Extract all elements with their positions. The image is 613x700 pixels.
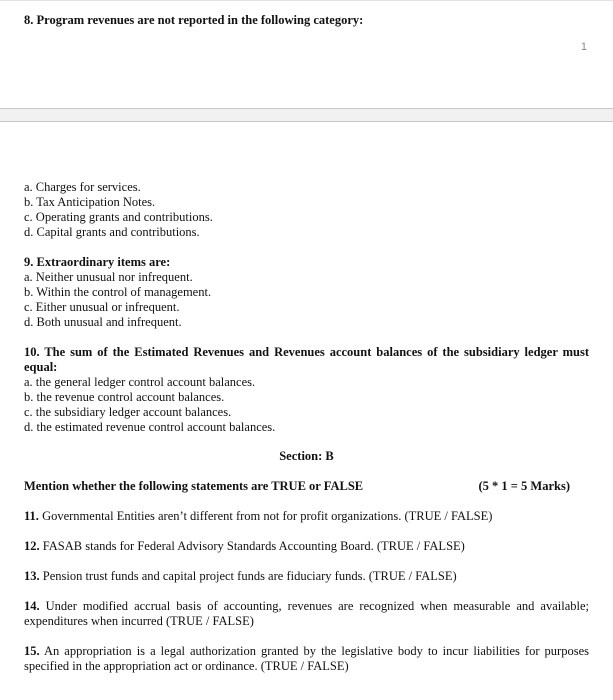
tf-item-text: Governmental Entities aren’t different from not for profit organizations. (TRUE / FALSE)	[38, 509, 493, 523]
question-9	[24, 255, 589, 330]
q9-option-d: d. Both unusual and infrequent.	[24, 315, 182, 329]
marks-label: (5 * 1 = 5 Marks)	[478, 479, 570, 493]
tf-item-14	[24, 599, 589, 629]
tf-item-12	[24, 539, 589, 554]
tf-item-number: 13.	[24, 569, 40, 583]
q8-option-a: a. Charges for services.	[24, 180, 141, 194]
tf-item-11	[24, 509, 589, 524]
q9-option-a: a. Neither unusual nor infrequent.	[24, 270, 193, 284]
tf-item-number: 15.	[24, 644, 40, 658]
page-number: 1	[580, 41, 587, 53]
tf-item-text: Under modified accrual basis of accounting, revenues are recognized when measurable and available; expenditures when incurred (TRUE / FALSE)	[24, 599, 589, 628]
question-9-title: 9. Extraordinary items are:	[24, 255, 171, 269]
q8-option-b: b. Tax Anticipation Notes.	[24, 195, 156, 209]
page-break-divider	[0, 108, 613, 122]
page-top-rule	[0, 0, 613, 1]
section-title: Section: B	[279, 449, 334, 463]
tf-item-number: 14.	[24, 599, 40, 613]
tf-item-number: 11.	[24, 509, 39, 523]
tf-item-text: Pension trust funds and capital project funds are fiduciary funds. (TRUE / FALSE)	[39, 569, 457, 583]
instruction-text: Mention whether the following statements are TRUE or FALSE	[24, 479, 364, 493]
tf-item-13	[24, 569, 589, 584]
question-8-options	[24, 180, 589, 240]
question-10	[24, 345, 589, 435]
tf-item-15	[24, 644, 589, 674]
tf-item-number: 12.	[24, 539, 40, 553]
tf-item-text: An appropriation is a legal authorization granted by the legislative body to incur liabilities for purposes specified in the appropriation act or ordinance. (TRUE / FALSE)	[24, 644, 589, 673]
section-instruction	[24, 479, 570, 494]
q10-option-b: b. the revenue control account balances.	[24, 390, 225, 404]
q10-option-d: d. the estimated revenue control account balances.	[24, 420, 276, 434]
q9-option-c: c. Either unusual or infrequent.	[24, 300, 180, 314]
q10-option-a: a. the general ledger control account balances.	[24, 375, 256, 389]
q9-option-b: b. Within the control of management.	[24, 285, 212, 299]
question-8-title: 8. Program revenues are not reported in the following category:	[24, 13, 364, 27]
question-10-title: 10. The sum of the Estimated Revenues and Revenues account balances of the subsidiary ledger must equal:	[24, 345, 589, 374]
q10-option-c: c. the subsidiary ledger account balances.	[24, 405, 232, 419]
q8-option-d: d. Capital grants and contributions.	[24, 225, 200, 239]
q8-option-c: c. Operating grants and contributions.	[24, 210, 213, 224]
tf-item-text: FASAB stands for Federal Advisory Standards Accounting Board. (TRUE / FALSE)	[39, 539, 465, 553]
